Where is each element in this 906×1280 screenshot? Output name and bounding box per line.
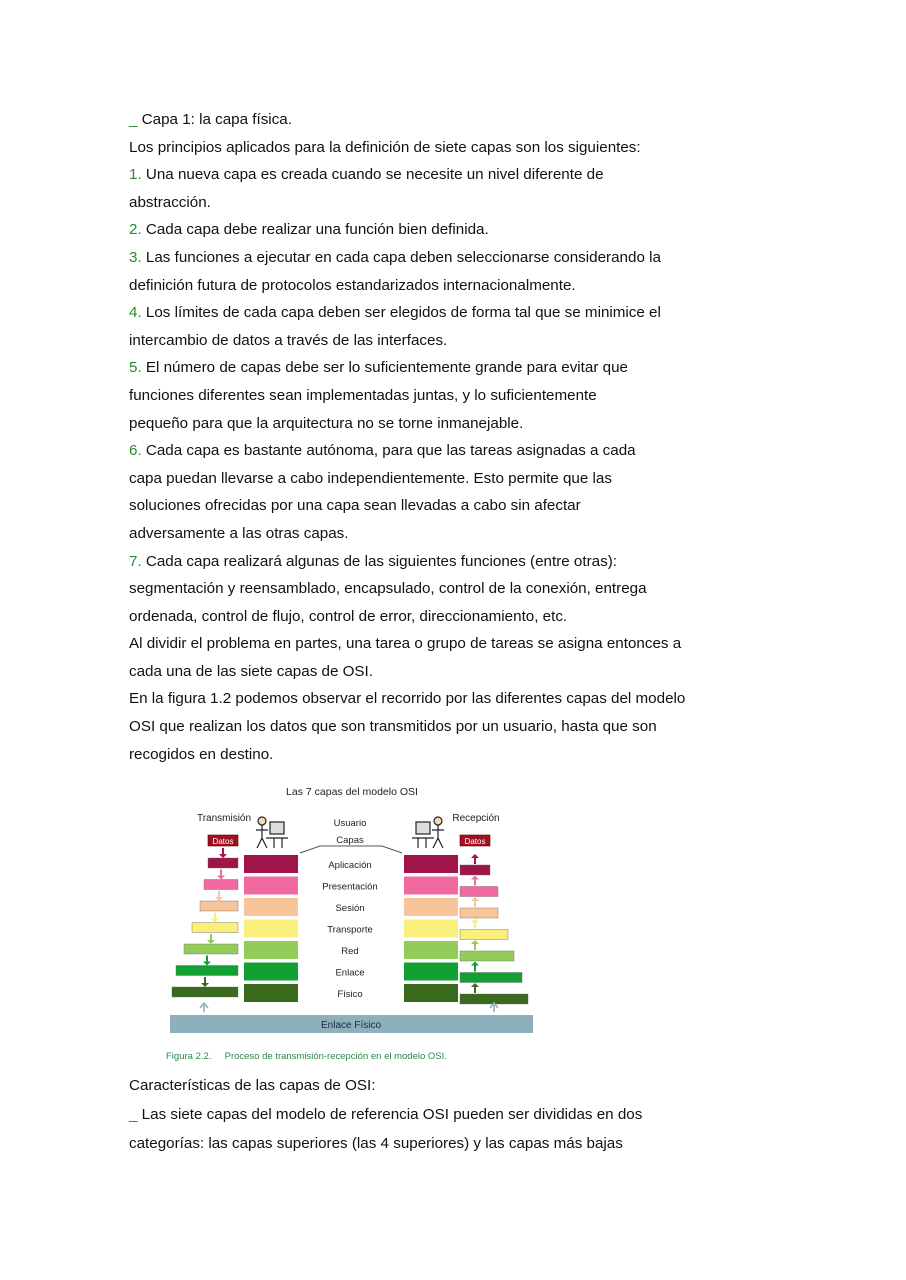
line-marker: 6. (129, 442, 142, 460)
layer-block-left-6 (244, 963, 298, 981)
layer-block-left-2 (244, 877, 298, 895)
line-text: cada una de las siete capas de OSI. (129, 662, 374, 680)
line-text: Características de las capas de OSI: (129, 1077, 376, 1094)
rx-bar-4 (460, 930, 508, 940)
layer-label-5: Red (341, 946, 359, 957)
tx-bar-5 (184, 944, 238, 954)
layer-block-left-4 (244, 920, 298, 938)
physical-link-bar (170, 1015, 533, 1033)
transmission-label: Transmisión (196, 813, 252, 824)
line-text: Capa 1: la capa física. (137, 111, 292, 128)
line-text: En la figura 1.2 podemos observar el recorrido por las diferentes capas del modelo (129, 690, 686, 708)
line-text: Cada capa realizará algunas de las siguientes funciones (entre otras): (141, 552, 617, 570)
line-text: Cada capa debe realizar una función bien definida. (141, 221, 489, 239)
paragraph-line (129, 1129, 749, 1158)
rx-arrow-head-2 (471, 876, 479, 880)
layer-label-4: Transporte (327, 924, 373, 936)
paragraph-line (129, 272, 749, 300)
osi-figure (160, 780, 550, 1070)
layer-block-right-6 (404, 963, 458, 981)
paragraph-line (129, 189, 749, 217)
paragraph-line (129, 575, 749, 603)
layer-block-right-2 (404, 877, 458, 895)
paragraph-line (129, 106, 749, 134)
rx-arrow-head-7 (471, 983, 479, 987)
layer-block-right-1 (404, 855, 458, 873)
osi-diagram (160, 780, 550, 1070)
paragraph-line (129, 603, 749, 631)
paragraph-line (129, 354, 749, 382)
layer-block-left-7 (244, 984, 298, 1002)
rx-arrow-head-3 (471, 897, 479, 901)
line-text: abstracción. (129, 193, 211, 211)
line-text: recogidos en destino. (129, 745, 274, 763)
paragraph-line (129, 520, 749, 548)
line-text: soluciones ofrecidas por una capa sean llevadas a cabo sin afectar (129, 497, 581, 515)
line-text: El número de capas debe ser lo suficientemente grande para evitar que (141, 359, 628, 377)
tx-bar-4 (192, 923, 238, 933)
layer-label-6: Enlace (335, 967, 365, 979)
paragraph-line (129, 548, 749, 576)
layers-bracket (300, 846, 402, 853)
line-marker: 7. (129, 552, 142, 570)
tx-arrow-head-2 (217, 876, 225, 880)
tx-link-arrow (200, 1003, 208, 1012)
receiver-data-label: Datos (464, 837, 486, 846)
sender-data-label: Datos (212, 837, 234, 846)
layer-block-right-5 (404, 941, 458, 959)
line-text: Las funciones a ejecutar en cada capa deben seleccionarse considerando la (141, 248, 661, 266)
layer-label-7: Físico (337, 989, 363, 1000)
rx-arrow-head-1 (471, 854, 479, 858)
line-text: capa puedan llevarse a cabo independientemente. Esto permite que las (129, 469, 612, 487)
line-text: Los principios aplicados para la definición de siete capas son los siguientes: (129, 138, 641, 156)
layer-label-2: Presentación (322, 881, 378, 893)
paragraph-line (129, 713, 749, 741)
tx-arrow-head-6 (203, 962, 211, 966)
body-text-continued (129, 1071, 749, 1158)
line-text: Los límites de cada capa deben ser elegidos de forma tal que se minimice el (141, 304, 661, 322)
paragraph-line (129, 161, 749, 189)
rx-bar-2 (460, 887, 498, 897)
paragraph-line (129, 134, 749, 162)
line-text: ordenada, control de flujo, control de error, direccionamiento, etc. (129, 607, 568, 625)
line-text: segmentación y reensamblado, encapsulado, control de la conexión, entrega (129, 580, 647, 598)
layer-label-1: Aplicación (328, 860, 372, 871)
tx-arrow-head-1 (219, 854, 227, 858)
rx-link-arrow (490, 1003, 498, 1012)
sender-person-icon (256, 817, 288, 848)
paragraph-line (129, 492, 749, 520)
line-text: pequeño para que la arquitectura no se torne inmanejable. (129, 414, 524, 432)
line-marker: 3. (129, 248, 142, 266)
line-text: Una nueva capa es creada cuando se necesite un nivel diferente de (141, 166, 604, 184)
rx-arrow-head-5 (471, 940, 479, 944)
line-marker: 5. (129, 359, 142, 377)
line-text: Al dividir el problema en partes, una tarea o grupo de tareas se asigna entonces a (129, 635, 682, 653)
paragraph-line (129, 382, 749, 410)
figure-caption: Figura 2.2. Proceso de transmisión-recepción en el modelo OSI. (166, 1051, 447, 1062)
layer-block-left-5 (244, 941, 298, 959)
tx-arrow-head-7 (201, 983, 209, 987)
line-marker: _ (129, 111, 138, 128)
rx-bar-3 (460, 908, 498, 918)
rx-bar-5 (460, 951, 514, 961)
layer-block-left-3 (244, 898, 298, 916)
tx-arrow-head-4 (211, 919, 219, 923)
physical-link-label: Enlace Físico (320, 1020, 382, 1031)
paragraph-line (129, 685, 749, 713)
paragraph-line (129, 1071, 749, 1100)
paragraph-line (129, 658, 749, 686)
layer-block-right-4 (404, 920, 458, 938)
line-text: adversamente a las otras capas. (129, 524, 349, 542)
paragraph-line (129, 327, 749, 355)
tx-arrow-head-3 (215, 897, 223, 901)
body-text (129, 106, 749, 768)
line-text: OSI que realizan los datos que son transmitidos por un usuario, hasta que son (129, 718, 657, 736)
layers-label: Capas (336, 835, 364, 846)
figure-title: Las 7 capas del modelo OSI (286, 786, 418, 798)
tx-bar-7 (172, 987, 238, 997)
tx-bar-2 (204, 880, 238, 890)
paragraph-line (129, 741, 749, 769)
line-marker: 2. (129, 221, 142, 239)
layer-block-right-7 (404, 984, 458, 1002)
line-text: intercambio de datos a través de las interfaces. (129, 331, 448, 349)
line-marker: 4. (129, 304, 142, 322)
paragraph-line (129, 299, 749, 327)
rx-arrow-head-4 (471, 919, 479, 923)
tx-bar-3 (200, 901, 238, 911)
paragraph-line (129, 437, 749, 465)
line-text: Cada capa es bastante autónoma, para que las tareas asignadas a cada (141, 442, 636, 460)
line-marker: _ (129, 1106, 138, 1123)
paragraph-line (129, 1100, 749, 1129)
receiver-person-icon (412, 817, 444, 848)
reception-label: Recepción (452, 813, 500, 824)
paragraph-line (129, 244, 749, 272)
layer-stack (172, 848, 528, 1012)
receiver-data-box (460, 835, 490, 846)
line-marker: 1. (129, 166, 142, 184)
tx-arrow-head-5 (207, 940, 215, 944)
layer-label-3: Sesión (335, 903, 365, 914)
rx-arrow-head-6 (471, 962, 479, 966)
line-text: categorías: las capas superiores (las 4 superiores) y las capas más bajas (129, 1135, 623, 1152)
paragraph-line (129, 410, 749, 438)
paragraph-line (129, 465, 749, 493)
sender-data-box (208, 835, 238, 846)
layer-block-right-3 (404, 898, 458, 916)
line-text: definición futura de protocolos estandarizados internacionalmente. (129, 276, 576, 294)
user-label: Usuario (333, 818, 367, 829)
paragraph-line (129, 630, 749, 658)
rx-bar-6 (460, 973, 522, 983)
paragraph-line (129, 216, 749, 244)
layer-block-left-1 (244, 855, 298, 873)
tx-bar-6 (176, 966, 238, 976)
tx-bar-1 (208, 858, 238, 868)
rx-bar-1 (460, 865, 490, 875)
line-text: Las siete capas del modelo de referencia OSI pueden ser divididas en dos (137, 1106, 643, 1123)
line-text: funciones diferentes sean implementadas juntas, y lo suficientemente (129, 386, 597, 404)
